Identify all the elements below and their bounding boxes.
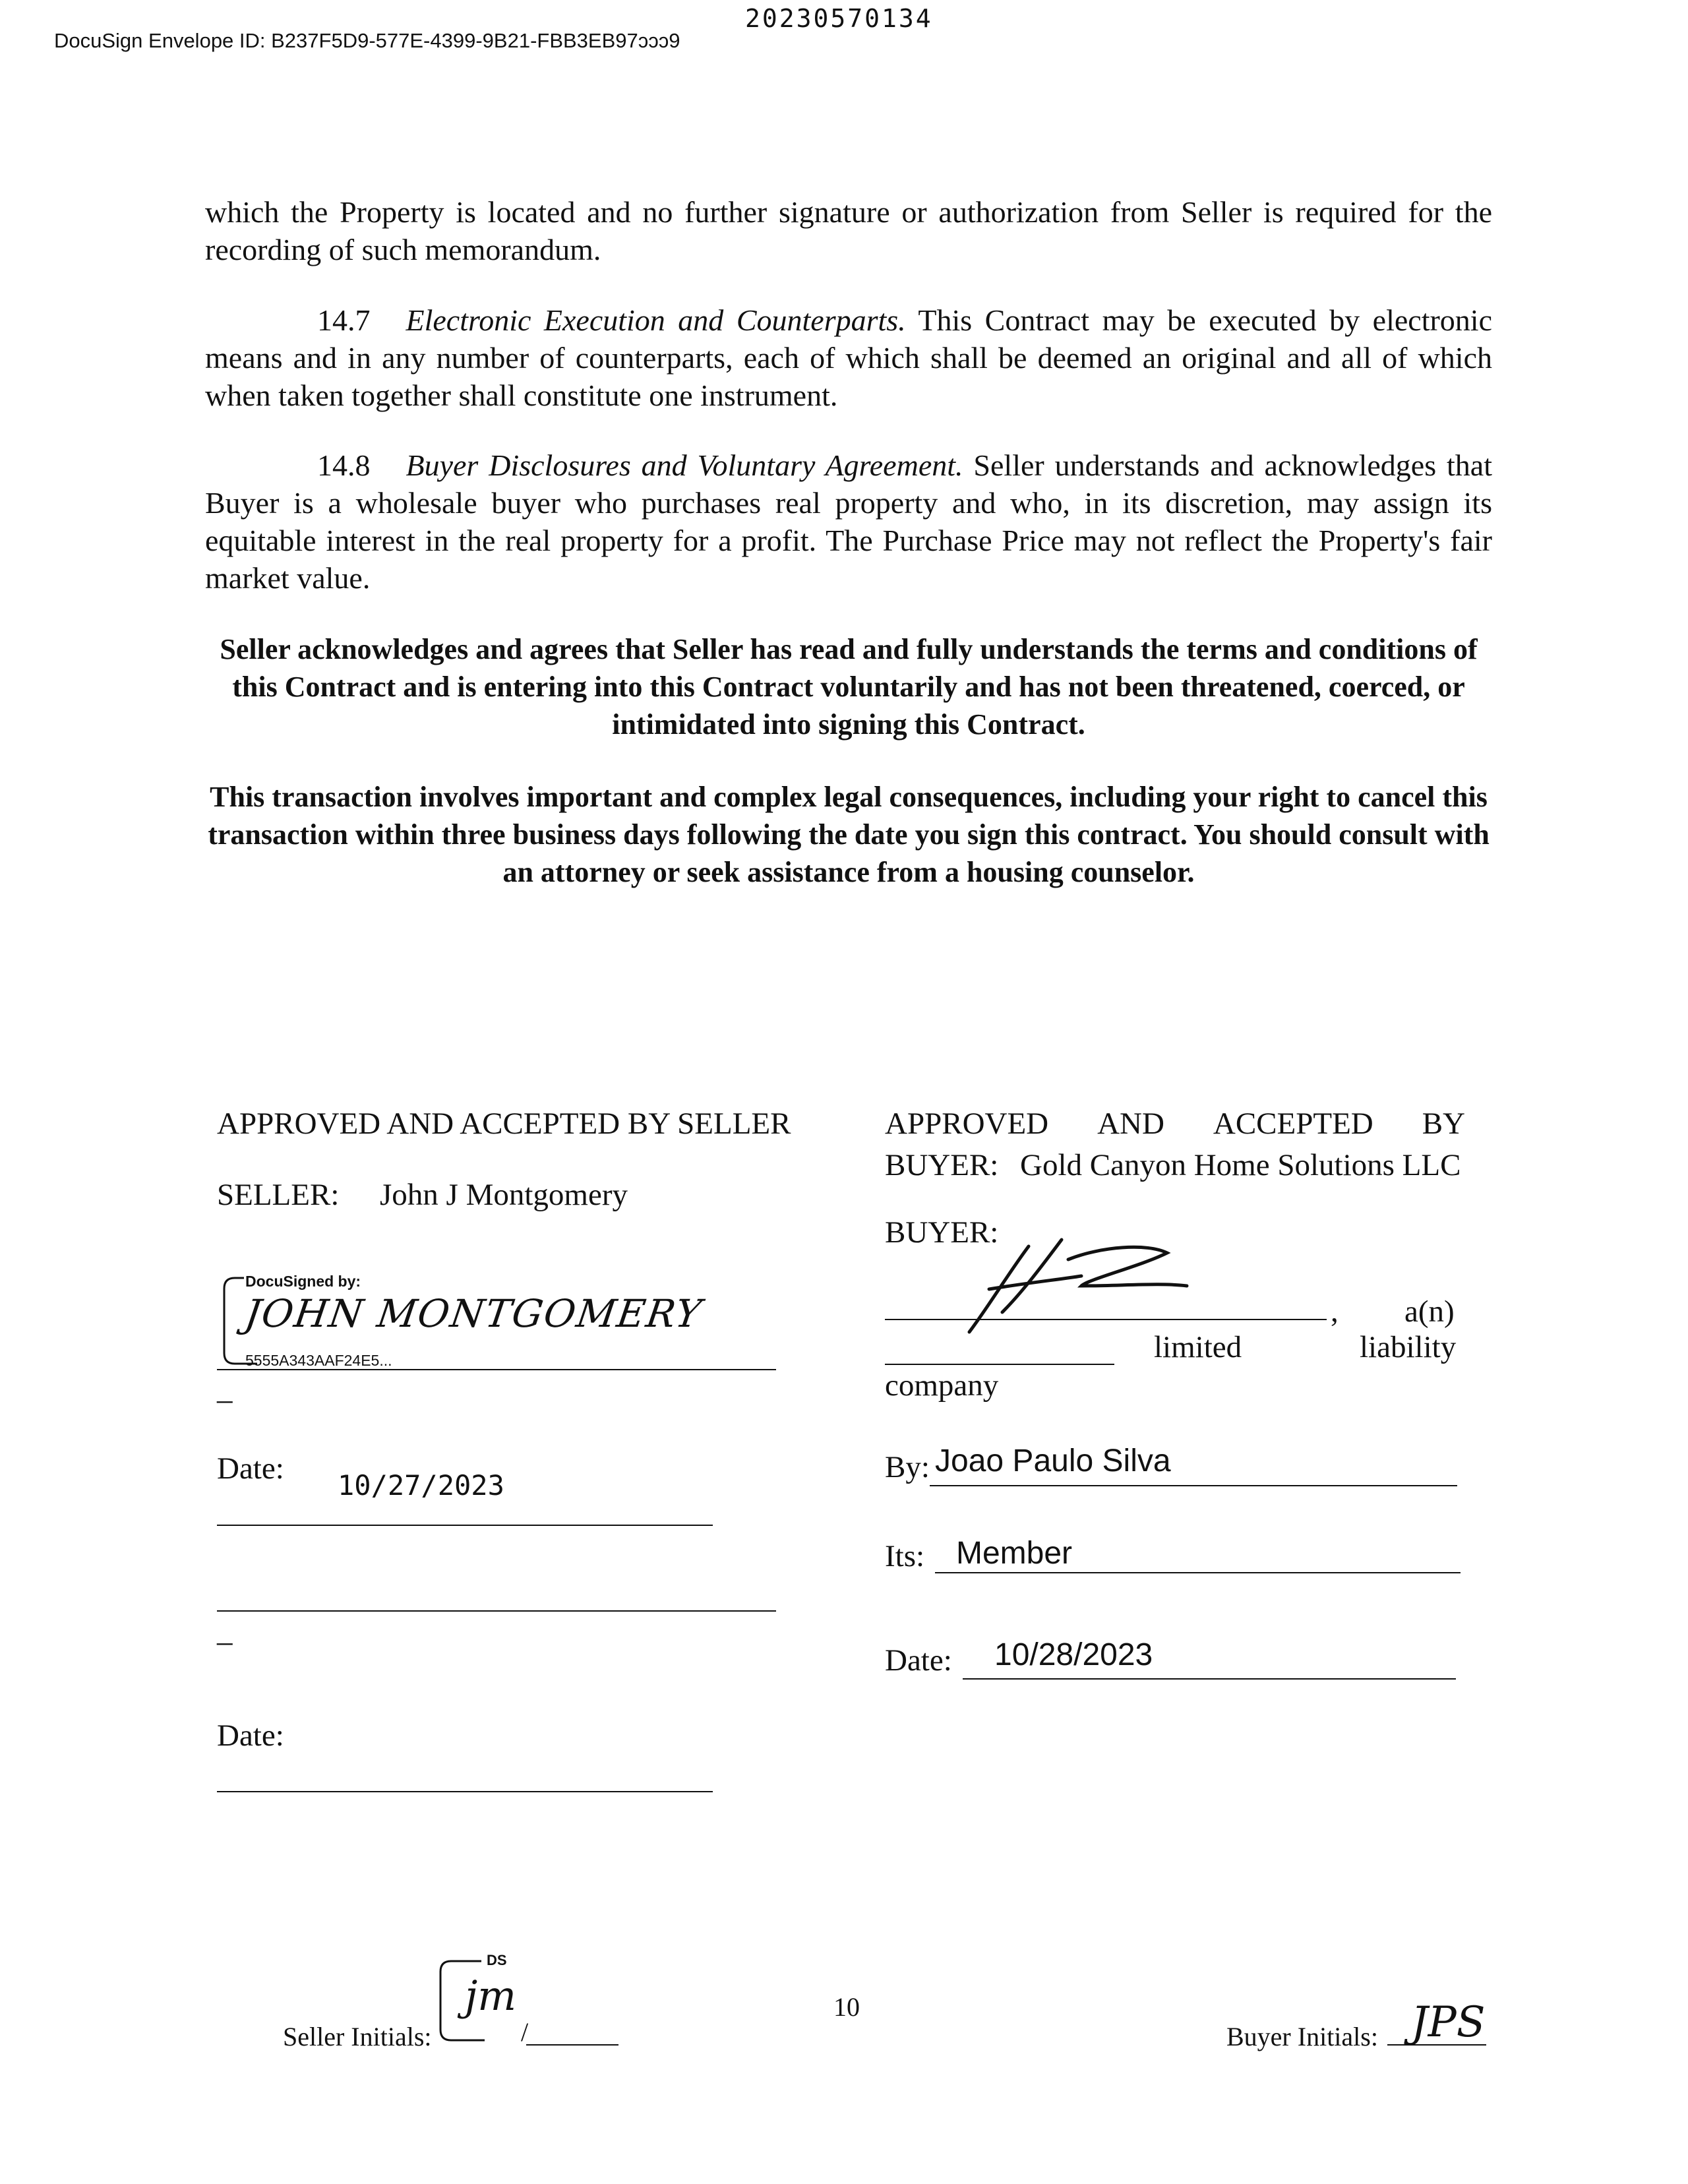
- seller-signature: JOHN MONTGOMERY: [242, 1291, 706, 1336]
- buyer-initials-value: JPS: [1411, 1998, 1486, 2047]
- envelope-id: DocuSign Envelope ID: B237F5D9-577E-4399-9B21-FBB3EB97ɔɔɔ9: [54, 29, 680, 52]
- company-word: company: [885, 1368, 999, 1403]
- docusigned-by-label: DocuSigned by:: [245, 1273, 361, 1290]
- signature-id: 5555A343AAF24E5...: [245, 1352, 392, 1369]
- section-number: 14.8: [317, 448, 371, 482]
- buyer-heading-label: BUYER:: [885, 1148, 999, 1182]
- seller-date-line: [217, 1525, 713, 1526]
- seller-signature-line-2: [217, 1610, 776, 1612]
- buyer-date-label: Date:: [885, 1643, 952, 1678]
- heading-word: APPROVED: [885, 1107, 1049, 1141]
- buyer-its-value: Member: [956, 1536, 1073, 1571]
- seller-signature-line: [217, 1369, 776, 1370]
- seller-date-value: 10/27/2023: [338, 1469, 504, 1502]
- limited-word: limited: [1154, 1330, 1242, 1364]
- buyer-date-line: [963, 1678, 1456, 1680]
- seller-approval-heading: APPROVED AND ACCEPTED BY SELLER: [217, 1107, 791, 1141]
- dash-mark: –: [217, 1382, 233, 1416]
- heading-word: BY: [1422, 1107, 1465, 1141]
- buyer-its-line: [935, 1572, 1461, 1573]
- liability-word: liability: [1360, 1330, 1457, 1364]
- page-number: 10: [833, 1992, 860, 2022]
- paragraph-continuation: which the Property is located and no further signature or authorization from Seller is required for the recording of such memorandum.: [205, 195, 1492, 266]
- section-number: 14.7: [317, 303, 371, 337]
- section-14-8: [205, 446, 1492, 597]
- seller-label: SELLER:: [217, 1178, 340, 1212]
- section-text: This Contract may be executed by electronic means and in any number of counterparts, each of which shall be deemed an original and all of which when taken together shall constitute one instrument.: [205, 303, 1492, 412]
- section-title: Electronic Execution and Counterparts.: [406, 303, 906, 337]
- buyer-its-label: Its:: [885, 1539, 925, 1573]
- initials-slash: /: [521, 2017, 529, 2047]
- legal-consequences-notice: This transaction involves important and complex legal consequences, including your right to cancel this transaction within three business days following the date you sign this contract. You should consult with an attorney or seek assistance from a housing counselor.: [208, 781, 1490, 888]
- buyer-label: BUYER:: [885, 1215, 999, 1250]
- voluntary-acknowledgment: Seller acknowledges and agrees that Seller has read and fully understands the terms and conditions of this Contract and is entering into this Contract voluntarily and has not been threatened, coerced, or intimidated into signing this Contract.: [220, 633, 1478, 741]
- buyer-date-value: 10/28/2023: [994, 1637, 1153, 1672]
- buyer-company: Gold Canyon Home Solutions LLC: [1020, 1148, 1461, 1182]
- buyer-by-value: Joao Paulo Silva: [935, 1443, 1171, 1478]
- buyer-initials-line: [1387, 2044, 1486, 2046]
- seller-date-line-2: [217, 1791, 713, 1792]
- seller-date-label: Date:: [217, 1451, 284, 1486]
- buyer-entity-an: a(n): [1404, 1294, 1455, 1329]
- buyer-signature: [950, 1233, 1213, 1345]
- seller-initials-line-2: [526, 2044, 618, 2046]
- initials-ds-label: DS: [487, 1952, 507, 1968]
- document-number: 20230570134: [745, 4, 933, 33]
- section-text: Seller understands and acknowledges that Buyer is a wholesale buyer who purchases real property and who, in its discretion, may assign its equitable interest in the real property for a profit. The Purchase Price may not reflect the Property's fair market value.: [205, 448, 1492, 595]
- buyer-entity-line: [885, 1364, 1114, 1365]
- buyer-by-line: [930, 1485, 1457, 1486]
- buyer-approval-heading: [885, 1106, 1465, 1141]
- seller-date-label-2: Date:: [217, 1718, 284, 1753]
- section-14-7: [205, 301, 1492, 414]
- seller-initials-value: jm: [465, 1972, 517, 2020]
- buyer-by-label: By:: [885, 1450, 930, 1484]
- comma: ,: [1331, 1294, 1339, 1329]
- buyer-signature-line: [885, 1319, 1327, 1320]
- heading-word: ACCEPTED: [1213, 1107, 1373, 1141]
- seller-name: John J Montgomery: [380, 1178, 628, 1212]
- buyer-initials-label: Buyer Initials:: [1226, 2022, 1378, 2051]
- seller-initials-label: Seller Initials:: [283, 2022, 432, 2051]
- heading-word: AND: [1097, 1107, 1164, 1141]
- dash-mark: –: [217, 1624, 233, 1658]
- section-title: Buyer Disclosures and Voluntary Agreement.: [406, 448, 963, 482]
